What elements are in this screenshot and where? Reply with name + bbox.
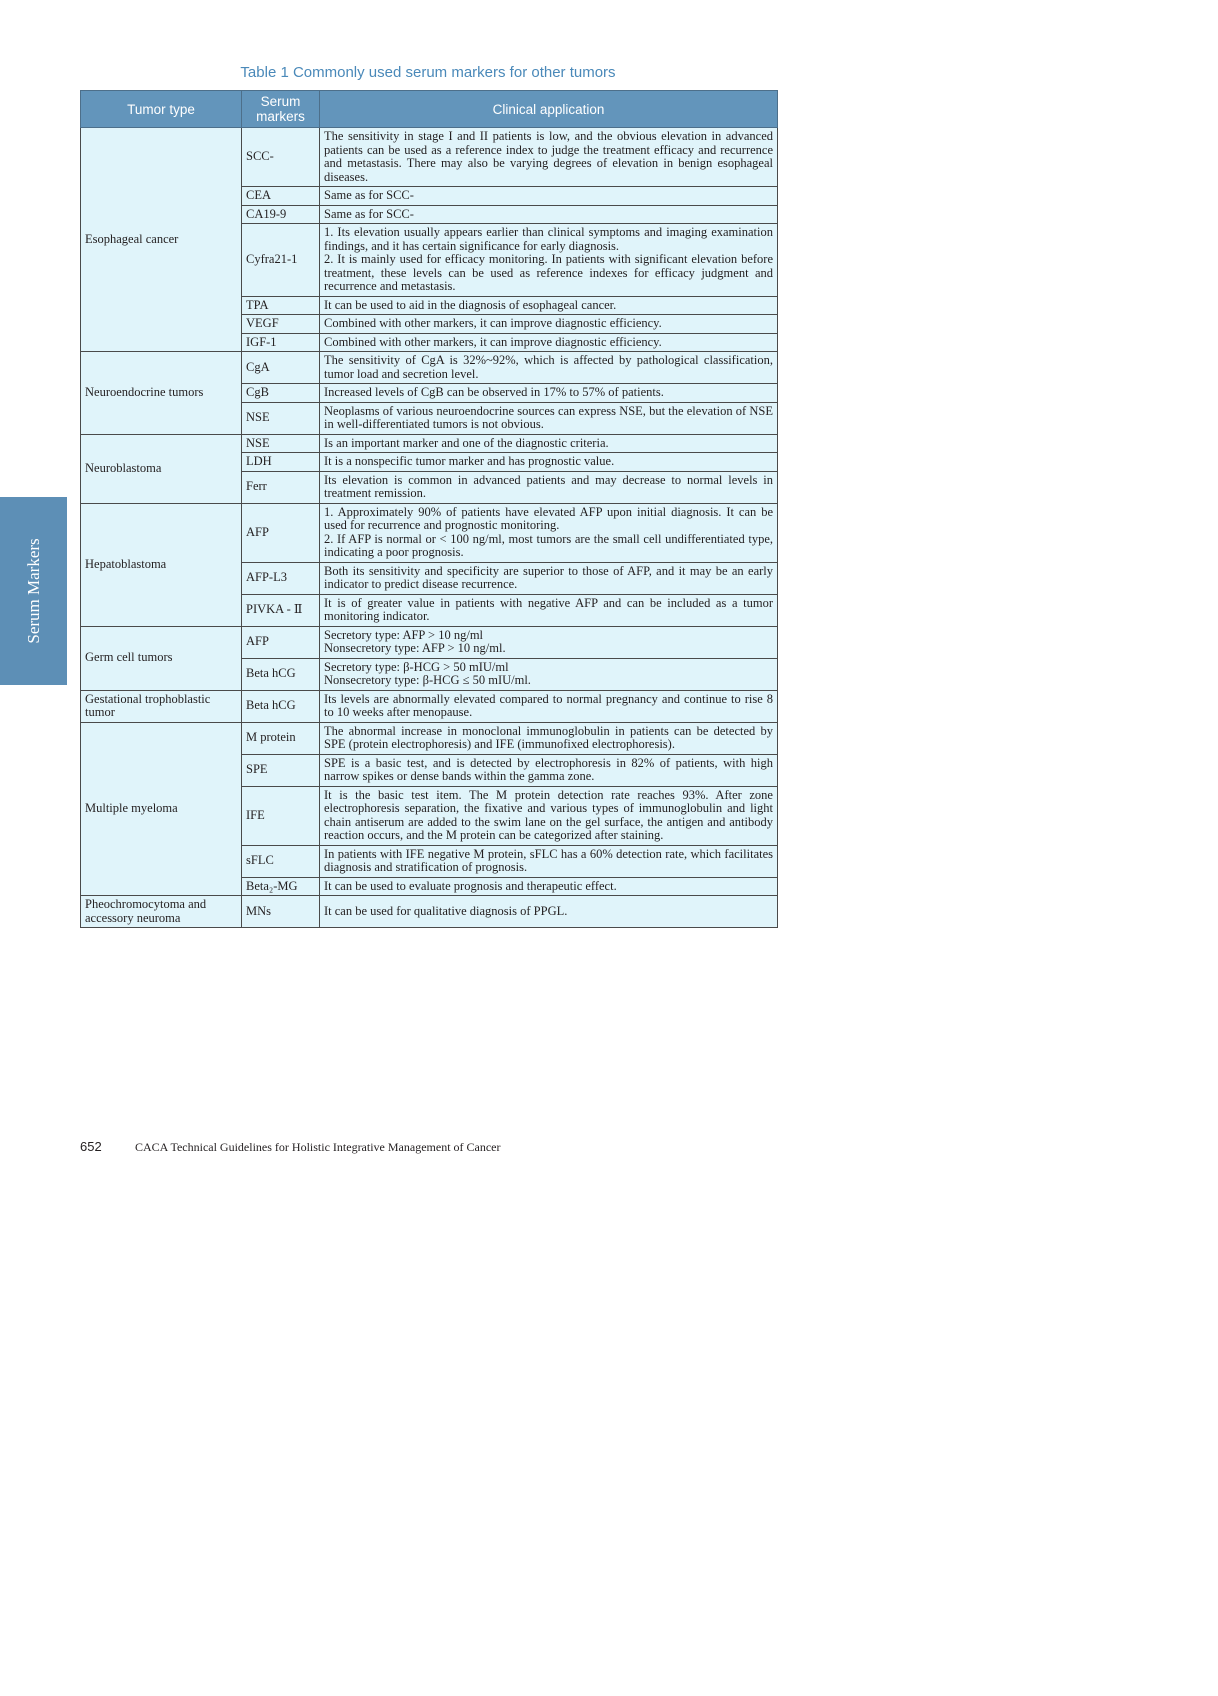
clinical-application-cell: SPE is a basic test, and is detected by electrophoresis in 82% of patients, with high narrow spikes or dense bands within the gamma zone.: [320, 754, 778, 786]
table-caption: Table 1 Commonly used serum markers for other tumors: [240, 64, 616, 81]
tumor-type-cell: Gestational trophoblastic tumor: [81, 690, 242, 722]
serum-marker-cell: AFP-L3: [242, 562, 320, 594]
clinical-application-cell: It is a nonspecific tumor marker and has prognostic value.: [320, 453, 778, 472]
clinical-application-cell: 1. Approximately 90% of patients have elevated AFP upon initial diagnosis. It can be used for recurrence and prognostic monitoring. 2. If AFP is normal or < 100 ng/ml, most tumors are the small cell undifferentiated type, indicating a poor prognosis.: [320, 503, 778, 562]
serum-marker-cell: CgB: [242, 384, 320, 403]
table-row: [81, 626, 778, 658]
clinical-application-cell: Increased levels of CgB can be observed in 17% to 57% of patients.: [320, 384, 778, 403]
serum-marker-cell: SCC-: [242, 128, 320, 187]
serum-marker-cell: CEA: [242, 187, 320, 206]
tumor-type-cell: Neuroendocrine tumors: [81, 352, 242, 435]
table-row: [81, 722, 778, 754]
serum-marker-cell: LDH: [242, 453, 320, 472]
tumor-type-cell: Hepatoblastoma: [81, 503, 242, 626]
serum-marker-cell: CgA: [242, 352, 320, 384]
clinical-application-cell: 1. Its elevation usually appears earlier than clinical symptoms and imaging examination findings, and it has certain significance for early diagnosis. 2. It is mainly used for efficacy monitoring. In patients with significant elevation before treatment, these levels can be used as reference indexes for efficacy judgment and recurrence and metastasis.: [320, 224, 778, 297]
tumor-type-cell: Pheochromocytoma and accessory neuroma: [81, 896, 242, 928]
section-side-tab: [0, 497, 67, 685]
page-number: 652: [80, 1139, 102, 1154]
header-clinical-application: Clinical application: [320, 91, 778, 128]
table-row: [81, 128, 778, 187]
serum-marker-cell: SPE: [242, 754, 320, 786]
clinical-application-cell: It is the basic test item. The M protein detection rate reaches 93%. After zone electrophoresis separation, the fixative and various types of immunoglobulin and light chain antiserum are added to the swim lane on the gel surface, the antigen and antibody reaction occurs, and the M protein can be categorized after staining.: [320, 786, 778, 845]
clinical-application-cell: The sensitivity of CgA is 32%~92%, which is affected by pathological classification, tumor load and secretion level.: [320, 352, 778, 384]
clinical-application-cell: Its elevation is common in advanced patients and may decrease to normal levels in treatment remission.: [320, 471, 778, 503]
clinical-application-cell: In patients with IFE negative M protein, sFLC has a 60% detection rate, which facilitates diagnosis and stratification of prognosis.: [320, 845, 778, 877]
clinical-application-cell: Same as for SCC-: [320, 187, 778, 206]
side-tab-label: Serum Markers: [23, 538, 43, 644]
clinical-application-cell: The sensitivity in stage I and II patients is low, and the obvious elevation in advanced patients can be used as a reference index to judge the treatment efficacy and recurrence and metastasis. There may also be varying degrees of elevation in benign esophageal diseases.: [320, 128, 778, 187]
header-tumor-type: Tumor type: [81, 91, 242, 128]
clinical-application-cell: It is of greater value in patients with negative AFP and can be included as a tumor monitoring indicator.: [320, 594, 778, 626]
serum-marker-cell: NSE: [242, 402, 320, 434]
table-header-row: [81, 91, 778, 128]
table-body: [81, 128, 778, 928]
tumor-type-cell: Germ cell tumors: [81, 626, 242, 690]
serum-marker-cell: sFLC: [242, 845, 320, 877]
clinical-application-cell: Is an important marker and one of the diagnostic criteria.: [320, 434, 778, 453]
serum-markers-table: [80, 90, 778, 928]
serum-marker-cell: AFP: [242, 626, 320, 658]
serum-marker-cell: IGF-1: [242, 333, 320, 352]
clinical-application-cell: Its levels are abnormally elevated compared to normal pregnancy and continue to rise 8 to 10 weeks after menopause.: [320, 690, 778, 722]
clinical-application-cell: Combined with other markers, it can improve diagnostic efficiency.: [320, 315, 778, 334]
serum-marker-cell: Ferr: [242, 471, 320, 503]
clinical-application-cell: Secretory type: β-HCG > 50 mIU/ml Nonsecretory type: β-HCG ≤ 50 mIU/ml.: [320, 658, 778, 690]
page-footer: [80, 1139, 501, 1155]
serum-marker-cell: NSE: [242, 434, 320, 453]
clinical-application-cell: Secretory type: AFP > 10 ng/ml Nonsecretory type: AFP > 10 ng/ml.: [320, 626, 778, 658]
serum-marker-cell: VEGF: [242, 315, 320, 334]
clinical-application-cell: Same as for SCC-: [320, 205, 778, 224]
serum-marker-cell: TPA: [242, 296, 320, 315]
serum-marker-cell: MNs: [242, 896, 320, 928]
clinical-application-cell: Neoplasms of various neuroendocrine sources can express NSE, but the elevation of NSE in well-differentiated tumors is not obvious.: [320, 402, 778, 434]
serum-marker-cell: Beta hCG: [242, 658, 320, 690]
running-title: CACA Technical Guidelines for Holistic Integrative Management of Cancer: [135, 1140, 501, 1154]
clinical-application-cell: Both its sensitivity and specificity are superior to those of AFP, and it may be an early indicator to predict disease recurrence.: [320, 562, 778, 594]
serum-marker-cell: IFE: [242, 786, 320, 845]
serum-marker-cell: Cyfra21-1: [242, 224, 320, 297]
tumor-type-cell: Neuroblastoma: [81, 434, 242, 503]
table-row: [81, 434, 778, 453]
tumor-type-cell: Multiple myeloma: [81, 722, 242, 896]
clinical-application-cell: It can be used to aid in the diagnosis of esophageal cancer.: [320, 296, 778, 315]
table-row: [81, 690, 778, 722]
table-row: [81, 896, 778, 928]
serum-marker-cell: AFP: [242, 503, 320, 562]
serum-marker-cell: CA19-9: [242, 205, 320, 224]
serum-marker-cell: Beta hCG: [242, 690, 320, 722]
clinical-application-cell: It can be used for qualitative diagnosis of PPGL.: [320, 896, 778, 928]
serum-marker-cell: PIVKA - Ⅱ: [242, 594, 320, 626]
clinical-application-cell: The abnormal increase in monoclonal immunoglobulin in patients can be detected by SPE (protein electrophoresis) and IFE (immunofixed electrophoresis).: [320, 722, 778, 754]
serum-marker-cell: M protein: [242, 722, 320, 754]
clinical-application-cell: It can be used to evaluate prognosis and therapeutic effect.: [320, 877, 778, 896]
table-row: [81, 503, 778, 562]
header-serum-markers: Serum markers: [242, 91, 320, 128]
clinical-application-cell: Combined with other markers, it can improve diagnostic efficiency.: [320, 333, 778, 352]
table-row: [81, 352, 778, 384]
tumor-type-cell: Esophageal cancer: [81, 128, 242, 352]
serum-marker-cell: Beta₂-MG: [242, 877, 320, 896]
